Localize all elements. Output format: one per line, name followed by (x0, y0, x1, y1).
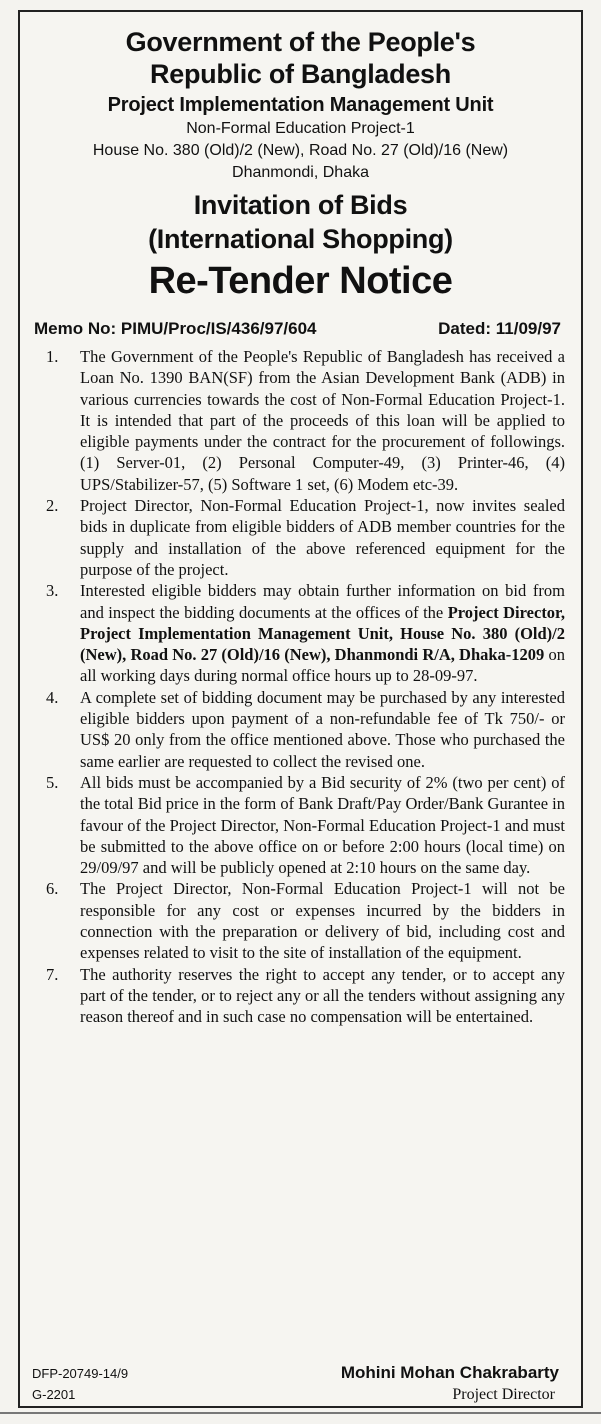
invitation-line: Invitation of Bids (193, 190, 408, 220)
item-text: A complete set of bidding document may be purchased by any interested eligible bidders upon payment of a non-refundable fee of Tk 750/- or US$ 20 only from the office mentioned above. Those who purchased the same earlier are requested to collect the revised one. (80, 687, 565, 771)
memo-row (34, 318, 561, 340)
item-number: 6. (46, 879, 59, 899)
footer-row-1 (32, 1362, 559, 1384)
notice-item (36, 878, 565, 963)
office-address-bold: Project Director, Project Implementation Management Unit, House No. 380 (Old)/2 (New), Road No. 27 (Old)/16 (New), Dhanmondi R/A, Dhaka-1209 (80, 602, 565, 665)
item-text: The Project Director, Non-Formal Education Project-1 will not be responsible for any cost or expenses incurred by the bidders in connection with the preparation or delivery of bid, including cost and expenses related to visit to the site of installation of the equipment. (80, 879, 565, 963)
item-number: 4. (46, 687, 59, 707)
shopping-line: (International Shopping) (148, 224, 453, 254)
item-text: The Government of the People's Republic of Bangladesh has received a Loan No. 1390 BAN(SF) from the Asian Development Bank (ADB) in various currencies towards the cost of Non-Formal Education Project-1. It is intended that part of the proceeds of this loan will be applied to eligible payments under the contract for the procurement of followings. (1) Server-01, (2) Personal Computer-49, (3) Printer-46, (4) UPS/Stabilizer-57, (5) Software 1 set, (6) Modem etc-39. (80, 347, 565, 494)
office-city: Dhanmondi, Dhaka (232, 164, 369, 181)
item-number: 2. (46, 496, 59, 516)
signatory-designation: Project Director (452, 1386, 555, 1403)
item-number: 5. (46, 772, 59, 792)
tender-notice (18, 10, 583, 1408)
item-number: 7. (46, 964, 59, 984)
item-text (80, 580, 565, 686)
government-title-line1: Government of the People's (125, 27, 476, 57)
notice-item (36, 687, 565, 772)
item-text: The authority reserves the right to accept any tender, or to accept any part of the tender, or to reject any or all the tenders without assigning any reason thereof and in such case no compensation will be entertained. (80, 964, 565, 1027)
memo-date: Dated: 11/09/97 (438, 319, 561, 338)
government-title (20, 26, 581, 90)
notice-item (36, 346, 565, 495)
notice-footer (32, 1362, 559, 1406)
signatory-name: Mohini Mohan Chakrabarty (340, 1363, 559, 1382)
item-text-outro: on all working days during normal office hours up to 28-09-97. (80, 645, 565, 686)
unit-title: Project Implementation Management Unit (107, 94, 494, 116)
notice-item (36, 580, 565, 686)
item-number: 3. (46, 581, 59, 601)
office-address: House No. 380 (Old)/2 (New), Road No. 27 (Old)/16 (New) (92, 142, 509, 159)
footer-row-2 (32, 1384, 559, 1406)
item-text: Project Director, Non-Formal Education Project-1, now invites sealed bids in duplicate from eligible bidders of ADB member countries for the supply and installation of the above referenced equipment for the purpose of the project. (80, 496, 565, 579)
project-name: Non-Formal Education Project-1 (186, 120, 415, 137)
invitation-title (20, 188, 581, 256)
g-reference: G-2201 (32, 1387, 76, 1402)
notice-items (20, 346, 581, 1028)
item-text-intro: Interested eligible bidders may obtain further information on bid from and inspect the bidding documents at the offices of the (80, 581, 565, 622)
item-text: All bids must be accompanied by a Bid security of 2% (two per cent) of the total Bid price in the form of Bank Draft/Pay Order/Bank Gurantee in favour of the Project Director, Non-Formal Education Project-1 and must be submitted to the above office on or before 2:00 hours (local time) on 29/09/97 and will be publicly opened at 2:10 hours on the same day. (80, 772, 565, 878)
memo-number: Memo No: PIMU/Proc/IS/436/97/604 (34, 319, 317, 338)
notice-item (36, 964, 565, 1028)
dfp-reference: DFP-20749-14/9 (32, 1366, 129, 1381)
government-title-line2: Republic of Bangladesh (150, 59, 451, 89)
notice-item (36, 495, 565, 580)
page-bottom-rule (0, 1412, 601, 1414)
retender-title: Re-Tender Notice (148, 260, 453, 302)
notice-item (36, 772, 565, 878)
item-number: 1. (46, 347, 59, 366)
